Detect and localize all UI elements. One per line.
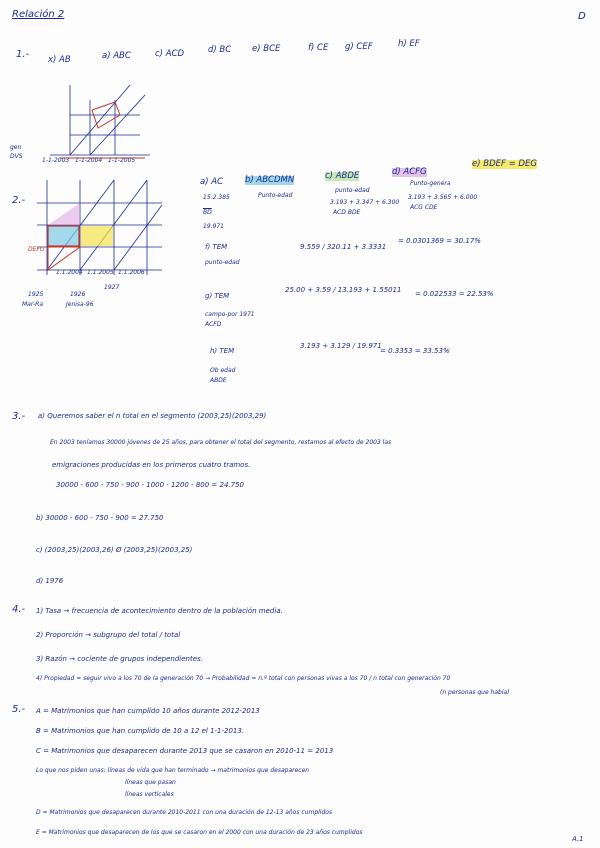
q5-line: E = Matrimonios que desaparecen de los que se casaron en el 2000 con una duración de 23 años cumplidos <box>36 829 363 836</box>
q2-g-label: g) TEM <box>205 292 230 300</box>
q2-b-note: Punto-edad <box>258 192 293 199</box>
q1-item: g) CEF <box>345 42 373 52</box>
q2-lexis-diagram <box>22 175 172 295</box>
q3-a-line: emigraciones producidas en los primeros cuatro tramos. <box>52 461 251 469</box>
q1-item: a) ABC <box>102 51 131 61</box>
q5-line: C = Matrimonios que desaparecen durante 2013 que se casaron en 2010-11 = 2013 <box>36 747 334 755</box>
footer-mark: A.1 <box>572 835 584 843</box>
q2-a-note: $\overline{BD}$ <box>203 209 212 216</box>
q1-x-label: 1-1-2005 <box>108 157 136 164</box>
q2-c-sub: 3.193 + 3.347 + 6.300 <box>330 199 400 206</box>
q2-label-b: b) ABCDMN <box>245 175 295 185</box>
q2-a-note: 15:2.385 <box>203 194 230 201</box>
q2-label-e: e) BDEF = DEG <box>472 159 537 169</box>
q2-number: 2.- <box>12 195 26 206</box>
q5-line: D = Matrimonios que desaparecen durante 2010-2011 con una duración de 12-13 años cumplidos <box>36 809 333 816</box>
q4-number: 4.- <box>12 604 26 615</box>
q2-diagram-label: 1926 <box>70 291 86 298</box>
q1-item: h) EF <box>398 39 420 49</box>
q2-h-label: h) TEM <box>210 347 235 355</box>
q5-line: A = Matrimonios que han cumplido 10 años durante 2012-2013 <box>36 707 260 715</box>
q1-axis-label: DVS <box>10 153 23 160</box>
page-title: Relación 2 <box>12 9 65 20</box>
q4-line: 4) Propiedad = seguir vivo a los 70 de la generación 70 → Probabilidad = n.º total con personas vivas a los 70 / n total con generación 70 <box>36 675 451 682</box>
q2-c-sub2: ACD BDE <box>333 209 361 216</box>
q2-h-sub2: ABDE <box>210 377 227 384</box>
q2-f-sub: punto-edad <box>205 259 240 266</box>
q3-b-line: b) 30000 - 600 - 750 - 900 = 27.750 <box>36 514 164 522</box>
q1-item: e) BCE <box>252 44 281 54</box>
q3-a-line: a) Queremos saber el n total en el segmento (2003,25)(2003,29) <box>38 412 267 420</box>
q5-number: 5.- <box>12 704 26 715</box>
page-mark: D <box>578 11 586 22</box>
q1-item: f) CE <box>308 43 329 53</box>
q1-item: c) ACD <box>155 49 184 59</box>
q3-a-line: En 2003 teníamos 30000 jóvenes de 25 años, para obtener el total del segmento, restamos al efecto de 2003 las <box>50 439 392 446</box>
q2-diagram-label: 1927 <box>104 284 120 291</box>
q5-line: líneas verticales <box>125 791 174 798</box>
q1-x-label: 1-1-2003 <box>42 157 70 164</box>
q1-number: 1.- <box>16 49 30 60</box>
q3-number: 3.- <box>12 411 26 422</box>
q4-line: 2) Proporción → subgrupo del total / total <box>36 631 181 639</box>
q2-h-frac: 3.193 + 3.129 / 19.971 <box>300 342 382 350</box>
q2-f-result: = 0.0301369 = 30.17% <box>398 237 481 245</box>
q2-label-a: a) AC <box>200 177 223 187</box>
q2-f-label: f) TEM <box>205 243 228 251</box>
q2-diagram-label: 1925 <box>28 291 44 298</box>
q2-d-sub2: ACG CDE <box>410 204 438 211</box>
q2-g-sub: campo-por 1971 <box>205 311 255 318</box>
q1-item: d) BC <box>208 45 232 55</box>
q4-line: 3) Razón → cociente de grupos independientes. <box>36 655 203 663</box>
q2-h-sub: Ob edad <box>210 367 236 374</box>
q2-label-d: d) ACFG <box>392 167 427 177</box>
q2-diagram-label: 1.1.2004 <box>56 269 83 276</box>
q2-diagram-label: DEFG <box>28 246 45 253</box>
q2-diagram-label: Jenisa-96 <box>66 301 94 308</box>
q2-g-result: = 0.022533 = 22.53% <box>415 290 494 298</box>
q2-diagram-label: Mar-Ra <box>22 301 44 308</box>
q5-line: Lo que nos piden unas: líneas de vida que han terminado → matrimonios que desaparecen <box>36 767 310 774</box>
q2-a-note: 19.971 <box>203 223 224 230</box>
q2-diagram-label: 1.1.2006 <box>118 269 145 276</box>
q2-h-result: = 0.3353 = 33.53% <box>380 347 450 355</box>
q2-g-sub2: ACFD <box>205 321 222 328</box>
q2-label-c: c) ABDE <box>325 171 360 181</box>
q2-d-sub: 3.193 + 3.565 + 6.000 <box>408 194 478 201</box>
q3-c-line: c) (2003,25)(2003,26) Ø (2003,25)(2003,25) <box>36 546 193 554</box>
q2-c-note: punto-edad <box>335 187 370 194</box>
q1-item: x) AB <box>48 55 71 65</box>
q2-d-note: Punto-genera <box>410 180 451 187</box>
q2-f-frac: 9.559 / 320.11 + 3.3331 <box>300 243 387 251</box>
q1-x-label: 1-1-2004 <box>75 157 103 164</box>
q5-line: líneas que pasan <box>125 779 176 786</box>
q4-line: (n personas que había) <box>440 689 510 696</box>
q2-g-frac: 25.00 + 3.59 / 13.193 + 1.55011 <box>285 286 402 294</box>
q4-line: 1) Tasa → frecuencia de acontecimiento dentro de la población media. <box>36 607 283 615</box>
q1-axis-label: gen <box>10 144 22 151</box>
q3-a-line: 30000 - 600 - 750 - 900 - 1000 - 1200 - 800 = 24.750 <box>56 481 245 489</box>
q5-line: B = Matrimonios que han cumplido de 10 a 12 el 1-1-2013. <box>36 727 245 735</box>
q2-diagram-label: 1.1.2005 <box>87 269 114 276</box>
q3-d-line: d) 1976 <box>36 577 64 585</box>
